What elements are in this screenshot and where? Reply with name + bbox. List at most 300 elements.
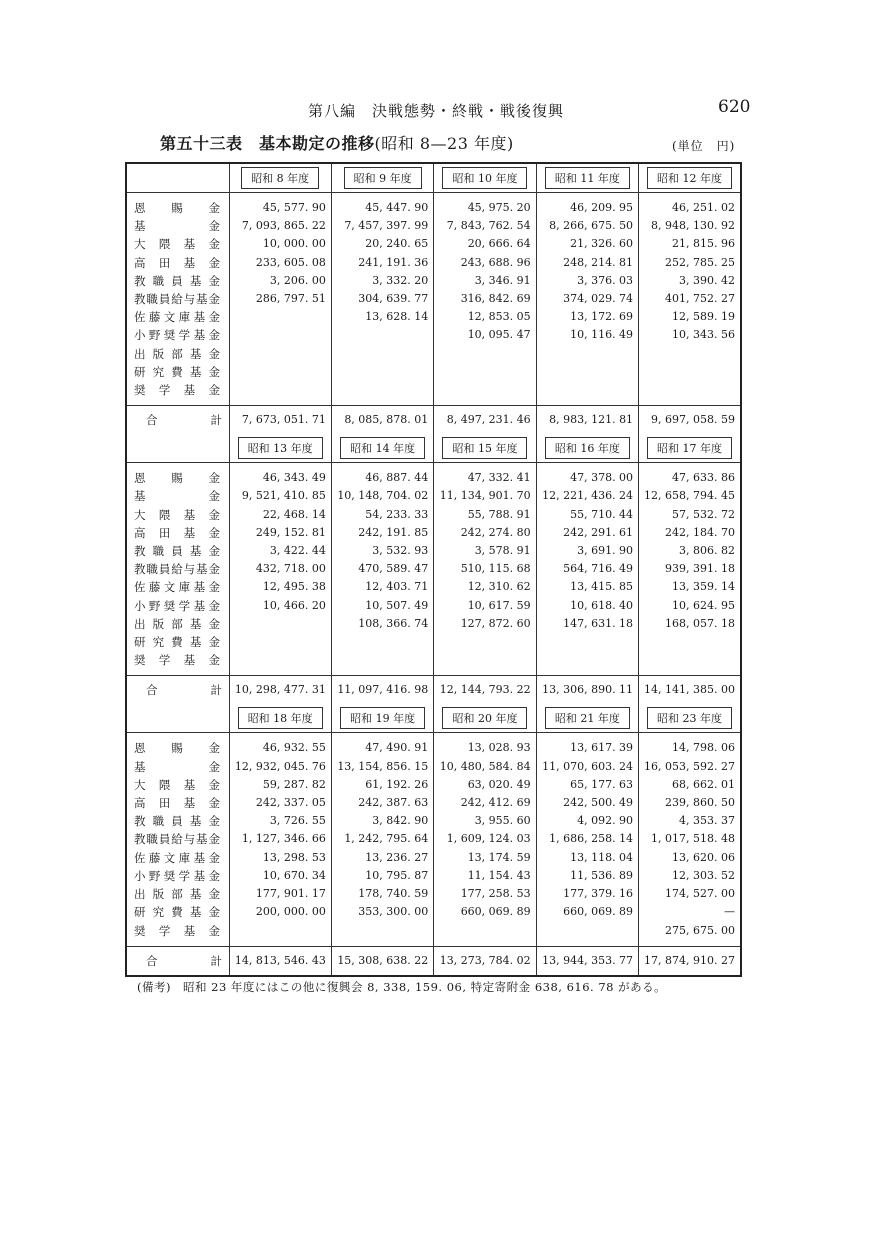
value-cell: 242, 184. 70 — [639, 524, 741, 542]
value-cell — [331, 363, 433, 381]
value-cell — [331, 922, 433, 947]
table-row — [126, 776, 741, 794]
value-cell: 242, 337. 05 — [229, 794, 331, 812]
value-cell: 12, 658, 794. 45 — [639, 487, 741, 505]
table-row — [126, 830, 741, 848]
row-label-text: 教 職 員 基 金 — [134, 273, 220, 288]
row-label — [126, 542, 229, 560]
row-label-text: 教 職 員 給 与 基 金 — [134, 832, 220, 847]
row-label-text: 佐 藤 文 庫 基 金 — [134, 310, 220, 325]
row-label-text: 恩 賜 金 — [134, 741, 220, 756]
value-cell: 178, 740. 59 — [331, 885, 433, 903]
value-cell: 7, 093, 865. 22 — [229, 217, 331, 235]
value-cell: 108, 366. 74 — [331, 615, 433, 633]
value-cell: 10, 795. 87 — [331, 867, 433, 885]
value-cell: 10, 000. 00 — [229, 235, 331, 253]
total-cell: 8, 085, 878. 01 — [331, 406, 433, 435]
year-header-label: 昭和 23 年度 — [647, 707, 732, 729]
table-row — [126, 308, 741, 326]
value-cell: 12, 495. 38 — [229, 578, 331, 596]
value-cell: 13, 628. 14 — [331, 308, 433, 326]
row-label — [126, 524, 229, 542]
value-cell: 242, 500. 49 — [536, 794, 638, 812]
value-cell: 10, 624. 95 — [639, 597, 741, 615]
year-header — [331, 704, 433, 733]
value-cell: 239, 860. 50 — [639, 794, 741, 812]
value-cell — [331, 326, 433, 344]
table-row — [126, 812, 741, 830]
value-cell — [331, 381, 433, 406]
value-cell: 45, 577. 90 — [229, 193, 331, 218]
table-row — [126, 758, 741, 776]
value-cell — [331, 651, 433, 676]
value-cell: 13, 359. 14 — [639, 578, 741, 596]
total-row — [126, 406, 741, 435]
value-cell: 10, 148, 704. 02 — [331, 487, 433, 505]
year-header-row — [126, 704, 741, 733]
row-label — [126, 326, 229, 344]
row-label-text: 奨 学 基 金 — [134, 383, 220, 398]
total-cell: 13, 306, 890. 11 — [536, 676, 638, 705]
value-cell — [434, 651, 536, 676]
value-cell — [639, 633, 741, 651]
table-row — [126, 345, 741, 363]
value-cell: 1, 686, 258. 14 — [536, 830, 638, 848]
year-header — [229, 434, 331, 463]
table-row — [126, 615, 741, 633]
value-cell: 11, 134, 901. 70 — [434, 487, 536, 505]
row-label-text: 恩 賜 金 — [134, 201, 220, 215]
row-label-text: 出 版 部 基 金 — [134, 616, 220, 631]
table-row — [126, 290, 741, 308]
value-cell: 22, 468. 14 — [229, 506, 331, 524]
value-cell: 1, 242, 795. 64 — [331, 830, 433, 848]
value-cell: 510, 115. 68 — [434, 560, 536, 578]
value-cell: 200, 000. 00 — [229, 903, 331, 921]
year-header — [639, 434, 741, 463]
value-cell — [536, 633, 638, 651]
value-cell: 61, 192. 26 — [331, 776, 433, 794]
value-cell: 7, 457, 397. 99 — [331, 217, 433, 235]
corner-cell — [126, 434, 229, 463]
value-cell: 1, 017, 518. 48 — [639, 830, 741, 848]
value-cell: 374, 029. 74 — [536, 290, 638, 308]
row-label — [126, 345, 229, 363]
table-title-range: (昭和 8—23 年度) — [374, 134, 514, 153]
value-cell: 275, 675. 00 — [639, 922, 741, 947]
value-cell: 65, 177. 63 — [536, 776, 638, 794]
value-cell: 45, 447. 90 — [331, 193, 433, 218]
row-label-text: 高 田 基 金 — [134, 796, 220, 811]
value-cell — [434, 345, 536, 363]
value-cell: 13, 415. 85 — [536, 578, 638, 596]
year-header — [331, 163, 433, 193]
value-cell: 316, 842. 69 — [434, 290, 536, 308]
value-cell: 14, 798. 06 — [639, 733, 741, 758]
year-header-label: 昭和 21 年度 — [545, 707, 630, 729]
year-header-label: 昭和 18 年度 — [238, 707, 323, 729]
year-header-row — [126, 163, 741, 193]
value-cell: 1, 609, 124. 03 — [434, 830, 536, 848]
value-cell — [536, 651, 638, 676]
value-cell: 3, 955. 60 — [434, 812, 536, 830]
year-header — [536, 704, 638, 733]
table-row — [126, 733, 741, 758]
value-cell: 248, 214. 81 — [536, 254, 638, 272]
value-cell: 10, 617. 59 — [434, 597, 536, 615]
year-header-row — [126, 434, 741, 463]
row-label — [126, 363, 229, 381]
value-cell: 47, 490. 91 — [331, 733, 433, 758]
value-cell: 243, 688. 96 — [434, 254, 536, 272]
value-cell — [229, 615, 331, 633]
value-cell: 11, 070, 603. 24 — [536, 758, 638, 776]
row-label-text: 基 金 — [134, 759, 220, 774]
total-cell: 8, 497, 231. 46 — [434, 406, 536, 435]
table-row — [126, 217, 741, 235]
value-cell — [229, 326, 331, 344]
value-cell: 353, 300. 00 — [331, 903, 433, 921]
value-cell: 9, 521, 410. 85 — [229, 487, 331, 505]
table-row — [126, 794, 741, 812]
value-cell: 46, 343. 49 — [229, 463, 331, 488]
value-cell: 4, 353. 37 — [639, 812, 741, 830]
value-cell: 20, 240. 65 — [331, 235, 433, 253]
row-label — [126, 217, 229, 235]
row-label-text: 出 版 部 基 金 — [134, 887, 220, 902]
row-label — [126, 615, 229, 633]
value-cell: 1, 127, 346. 66 — [229, 830, 331, 848]
value-cell — [639, 381, 741, 406]
row-label — [126, 272, 229, 290]
total-cell: 10, 298, 477. 31 — [229, 676, 331, 705]
table-title — [160, 131, 514, 154]
corner-cell — [126, 163, 229, 193]
value-cell: 12, 589. 19 — [639, 308, 741, 326]
value-cell: 3, 390. 42 — [639, 272, 741, 290]
value-cell: 21, 815. 96 — [639, 235, 741, 253]
total-cell: 14, 141, 385. 00 — [639, 676, 741, 705]
value-cell: 177, 379. 16 — [536, 885, 638, 903]
year-header-label: 昭和 11 年度 — [545, 167, 630, 189]
year-header-label: 昭和 14 年度 — [340, 437, 425, 459]
row-label-text: 恩 賜 金 — [134, 471, 220, 486]
table-row — [126, 651, 741, 676]
row-label — [126, 381, 229, 406]
row-label-text: 小 野 奨 学 基 金 — [134, 328, 220, 343]
value-cell: 174, 527. 00 — [639, 885, 741, 903]
value-cell: 12, 303. 52 — [639, 867, 741, 885]
value-cell: 13, 028. 93 — [434, 733, 536, 758]
row-label — [126, 290, 229, 308]
value-cell: 470, 589. 47 — [331, 560, 433, 578]
row-label-text: 教 職 員 給 与 基 金 — [134, 562, 220, 577]
row-label — [126, 776, 229, 794]
value-cell: 3, 691. 90 — [536, 542, 638, 560]
table-row — [126, 506, 741, 524]
table-row — [126, 560, 741, 578]
value-cell: 242, 387. 63 — [331, 794, 433, 812]
value-cell: 12, 403. 71 — [331, 578, 433, 596]
row-label-text: 大 隈 基 金 — [134, 237, 220, 252]
table-row — [126, 922, 741, 947]
table-row — [126, 524, 741, 542]
value-cell: 46, 887. 44 — [331, 463, 433, 488]
value-cell: 16, 053, 592. 27 — [639, 758, 741, 776]
year-header-label: 昭和 17 年度 — [647, 437, 732, 459]
row-label — [126, 633, 229, 651]
total-label-text: 合 計 — [146, 413, 222, 428]
value-cell — [229, 381, 331, 406]
total-cell: 9, 697, 058. 59 — [639, 406, 741, 435]
row-label-text: 高 田 基 金 — [134, 525, 220, 540]
value-cell: 3, 806. 82 — [639, 542, 741, 560]
year-header-label: 昭和 10 年度 — [442, 167, 527, 189]
value-cell: 68, 662. 01 — [639, 776, 741, 794]
row-label-text: 高 田 基 金 — [134, 255, 220, 270]
value-cell: 12, 932, 045. 76 — [229, 758, 331, 776]
row-label — [126, 867, 229, 885]
unit-label: (単位 円) — [672, 139, 736, 153]
value-cell: 10, 507. 49 — [331, 597, 433, 615]
table-note: (備考) 昭和 23 年度にはこの他に復興会 8, 338, 159. 06, 特定寄附金 638, 616. 78 がある。 — [137, 980, 667, 994]
row-label-text: 教 職 員 基 金 — [134, 544, 220, 559]
value-cell: 10, 343. 56 — [639, 326, 741, 344]
year-header — [434, 704, 536, 733]
total-cell: 13, 944, 353. 77 — [536, 946, 638, 976]
table-row — [126, 272, 741, 290]
value-cell: 3, 578. 91 — [434, 542, 536, 560]
value-cell — [229, 651, 331, 676]
value-cell: 242, 191. 85 — [331, 524, 433, 542]
row-label — [126, 193, 229, 218]
value-cell: 939, 391. 18 — [639, 560, 741, 578]
value-cell — [331, 345, 433, 363]
value-cell: 564, 716. 49 — [536, 560, 638, 578]
value-cell — [229, 363, 331, 381]
year-header-label: 昭和 16 年度 — [545, 437, 630, 459]
value-cell — [229, 633, 331, 651]
value-cell — [331, 633, 433, 651]
total-cell: 15, 308, 638. 22 — [331, 946, 433, 976]
row-label — [126, 885, 229, 903]
row-label — [126, 758, 229, 776]
value-cell: 13, 298. 53 — [229, 849, 331, 867]
year-header — [229, 704, 331, 733]
year-header — [229, 163, 331, 193]
value-cell: 4, 092. 90 — [536, 812, 638, 830]
value-cell: 252, 785. 25 — [639, 254, 741, 272]
value-cell — [639, 651, 741, 676]
value-cell: 59, 287. 82 — [229, 776, 331, 794]
value-cell: 3, 842. 90 — [331, 812, 433, 830]
table-row — [126, 363, 741, 381]
total-cell: 14, 813, 546. 43 — [229, 946, 331, 976]
value-cell: 242, 291. 61 — [536, 524, 638, 542]
table-row — [126, 903, 741, 921]
row-label — [126, 597, 229, 615]
value-cell: 177, 258. 53 — [434, 885, 536, 903]
value-cell: 12, 221, 436. 24 — [536, 487, 638, 505]
row-label-text: 教 職 員 基 金 — [134, 814, 220, 829]
page-number: 620 — [718, 97, 751, 117]
value-cell — [639, 345, 741, 363]
year-header-label: 昭和 13 年度 — [238, 437, 323, 459]
row-label — [126, 463, 229, 488]
value-cell: 55, 788. 91 — [434, 506, 536, 524]
value-cell: 286, 797. 51 — [229, 290, 331, 308]
total-label-text: 合 計 — [146, 683, 222, 698]
value-cell: 242, 274. 80 — [434, 524, 536, 542]
value-cell: 10, 670. 34 — [229, 867, 331, 885]
table-row — [126, 633, 741, 651]
value-cell: 45, 975. 20 — [434, 193, 536, 218]
value-cell: 12, 853. 05 — [434, 308, 536, 326]
value-cell: 54, 233. 33 — [331, 506, 433, 524]
value-cell: 11, 536. 89 — [536, 867, 638, 885]
year-header-label: 昭和 9 年度 — [344, 167, 422, 189]
value-cell: 3, 346. 91 — [434, 272, 536, 290]
year-header-label: 昭和 19 年度 — [340, 707, 425, 729]
value-cell — [434, 381, 536, 406]
value-cell: 57, 532. 72 — [639, 506, 741, 524]
value-cell: 10, 116. 49 — [536, 326, 638, 344]
value-cell: 46, 932. 55 — [229, 733, 331, 758]
value-cell — [229, 922, 331, 947]
value-cell: 3, 332. 20 — [331, 272, 433, 290]
row-label-text: 出 版 部 基 金 — [134, 346, 220, 361]
value-cell: 13, 236. 27 — [331, 849, 433, 867]
total-row — [126, 676, 741, 705]
value-cell: 3, 376. 03 — [536, 272, 638, 290]
row-label-text: 研 究 費 基 金 — [134, 635, 220, 650]
value-cell: 21, 326. 60 — [536, 235, 638, 253]
value-cell: 55, 710. 44 — [536, 506, 638, 524]
row-label — [126, 308, 229, 326]
year-header — [536, 434, 638, 463]
value-cell: 168, 057. 18 — [639, 615, 741, 633]
value-cell: 11, 154. 43 — [434, 867, 536, 885]
value-cell: — — [639, 903, 741, 921]
row-label-text: 研 究 費 基 金 — [134, 905, 220, 920]
row-label-text: 大 隈 基 金 — [134, 777, 220, 792]
row-label — [126, 651, 229, 676]
value-cell: 241, 191. 36 — [331, 254, 433, 272]
value-cell: 10, 095. 47 — [434, 326, 536, 344]
row-label-text: 佐 藤 文 庫 基 金 — [134, 580, 220, 595]
row-label — [126, 254, 229, 272]
total-cell: 12, 144, 793. 22 — [434, 676, 536, 705]
year-header-label: 昭和 8 年度 — [241, 167, 319, 189]
table-row — [126, 381, 741, 406]
year-header — [536, 163, 638, 193]
table-row — [126, 597, 741, 615]
total-cell: 8, 983, 121. 81 — [536, 406, 638, 435]
table-row — [126, 578, 741, 596]
row-label — [126, 794, 229, 812]
value-cell: 8, 266, 675. 50 — [536, 217, 638, 235]
year-header-label: 昭和 12 年度 — [647, 167, 732, 189]
row-label-text: 小 野 奨 学 基 金 — [134, 598, 220, 613]
value-cell: 13, 154, 856. 15 — [331, 758, 433, 776]
row-label-text: 大 隈 基 金 — [134, 507, 220, 522]
value-cell: 63, 020. 49 — [434, 776, 536, 794]
row-label — [126, 849, 229, 867]
value-cell — [639, 363, 741, 381]
value-cell: 46, 251. 02 — [639, 193, 741, 218]
row-label — [126, 922, 229, 947]
running-head: 第八編 決戦態勢・終戦・戦後復興 — [308, 102, 565, 120]
year-header — [639, 163, 741, 193]
value-cell: 47, 378. 00 — [536, 463, 638, 488]
row-label — [126, 903, 229, 921]
total-cell: 17, 874, 910. 27 — [639, 946, 741, 976]
total-label — [126, 406, 229, 435]
value-cell: 3, 422. 44 — [229, 542, 331, 560]
table-row — [126, 254, 741, 272]
row-label — [126, 506, 229, 524]
value-cell: 10, 618. 40 — [536, 597, 638, 615]
value-cell: 13, 620. 06 — [639, 849, 741, 867]
total-cell: 7, 673, 051. 71 — [229, 406, 331, 435]
value-cell: 147, 631. 18 — [536, 615, 638, 633]
value-cell — [434, 633, 536, 651]
year-header-label: 昭和 20 年度 — [442, 707, 527, 729]
value-cell: 3, 726. 55 — [229, 812, 331, 830]
value-cell: 127, 872. 60 — [434, 615, 536, 633]
year-header — [434, 434, 536, 463]
row-label-text: 研 究 費 基 金 — [134, 364, 220, 379]
balance-table — [125, 162, 742, 977]
table-row — [126, 487, 741, 505]
table-row — [126, 542, 741, 560]
row-label — [126, 830, 229, 848]
value-cell — [536, 922, 638, 947]
value-cell: 660, 069. 89 — [536, 903, 638, 921]
total-cell: 11, 097, 416. 98 — [331, 676, 433, 705]
value-cell: 432, 718. 00 — [229, 560, 331, 578]
table-row — [126, 885, 741, 903]
value-cell: 13, 172. 69 — [536, 308, 638, 326]
value-cell: 304, 639. 77 — [331, 290, 433, 308]
value-cell: 47, 332. 41 — [434, 463, 536, 488]
value-cell — [536, 381, 638, 406]
total-label — [126, 676, 229, 705]
row-label — [126, 487, 229, 505]
total-label-text: 合 計 — [146, 953, 222, 968]
value-cell: 10, 466. 20 — [229, 597, 331, 615]
value-cell: 660, 069. 89 — [434, 903, 536, 921]
year-header — [434, 163, 536, 193]
value-cell: 242, 412. 69 — [434, 794, 536, 812]
row-label-text: 小 野 奨 学 基 金 — [134, 868, 220, 883]
value-cell: 12, 310. 62 — [434, 578, 536, 596]
value-cell: 13, 617. 39 — [536, 733, 638, 758]
value-cell: 3, 532. 93 — [331, 542, 433, 560]
row-label — [126, 733, 229, 758]
value-cell: 7, 843, 762. 54 — [434, 217, 536, 235]
value-cell: 46, 209. 95 — [536, 193, 638, 218]
value-cell — [229, 345, 331, 363]
value-cell: 249, 152. 81 — [229, 524, 331, 542]
year-header — [331, 434, 433, 463]
total-row — [126, 946, 741, 976]
row-label-text: 基 金 — [134, 219, 220, 234]
table-row — [126, 463, 741, 488]
table-row — [126, 326, 741, 344]
value-cell: 13, 174. 59 — [434, 849, 536, 867]
row-label-text: 奨 学 基 金 — [134, 653, 220, 668]
